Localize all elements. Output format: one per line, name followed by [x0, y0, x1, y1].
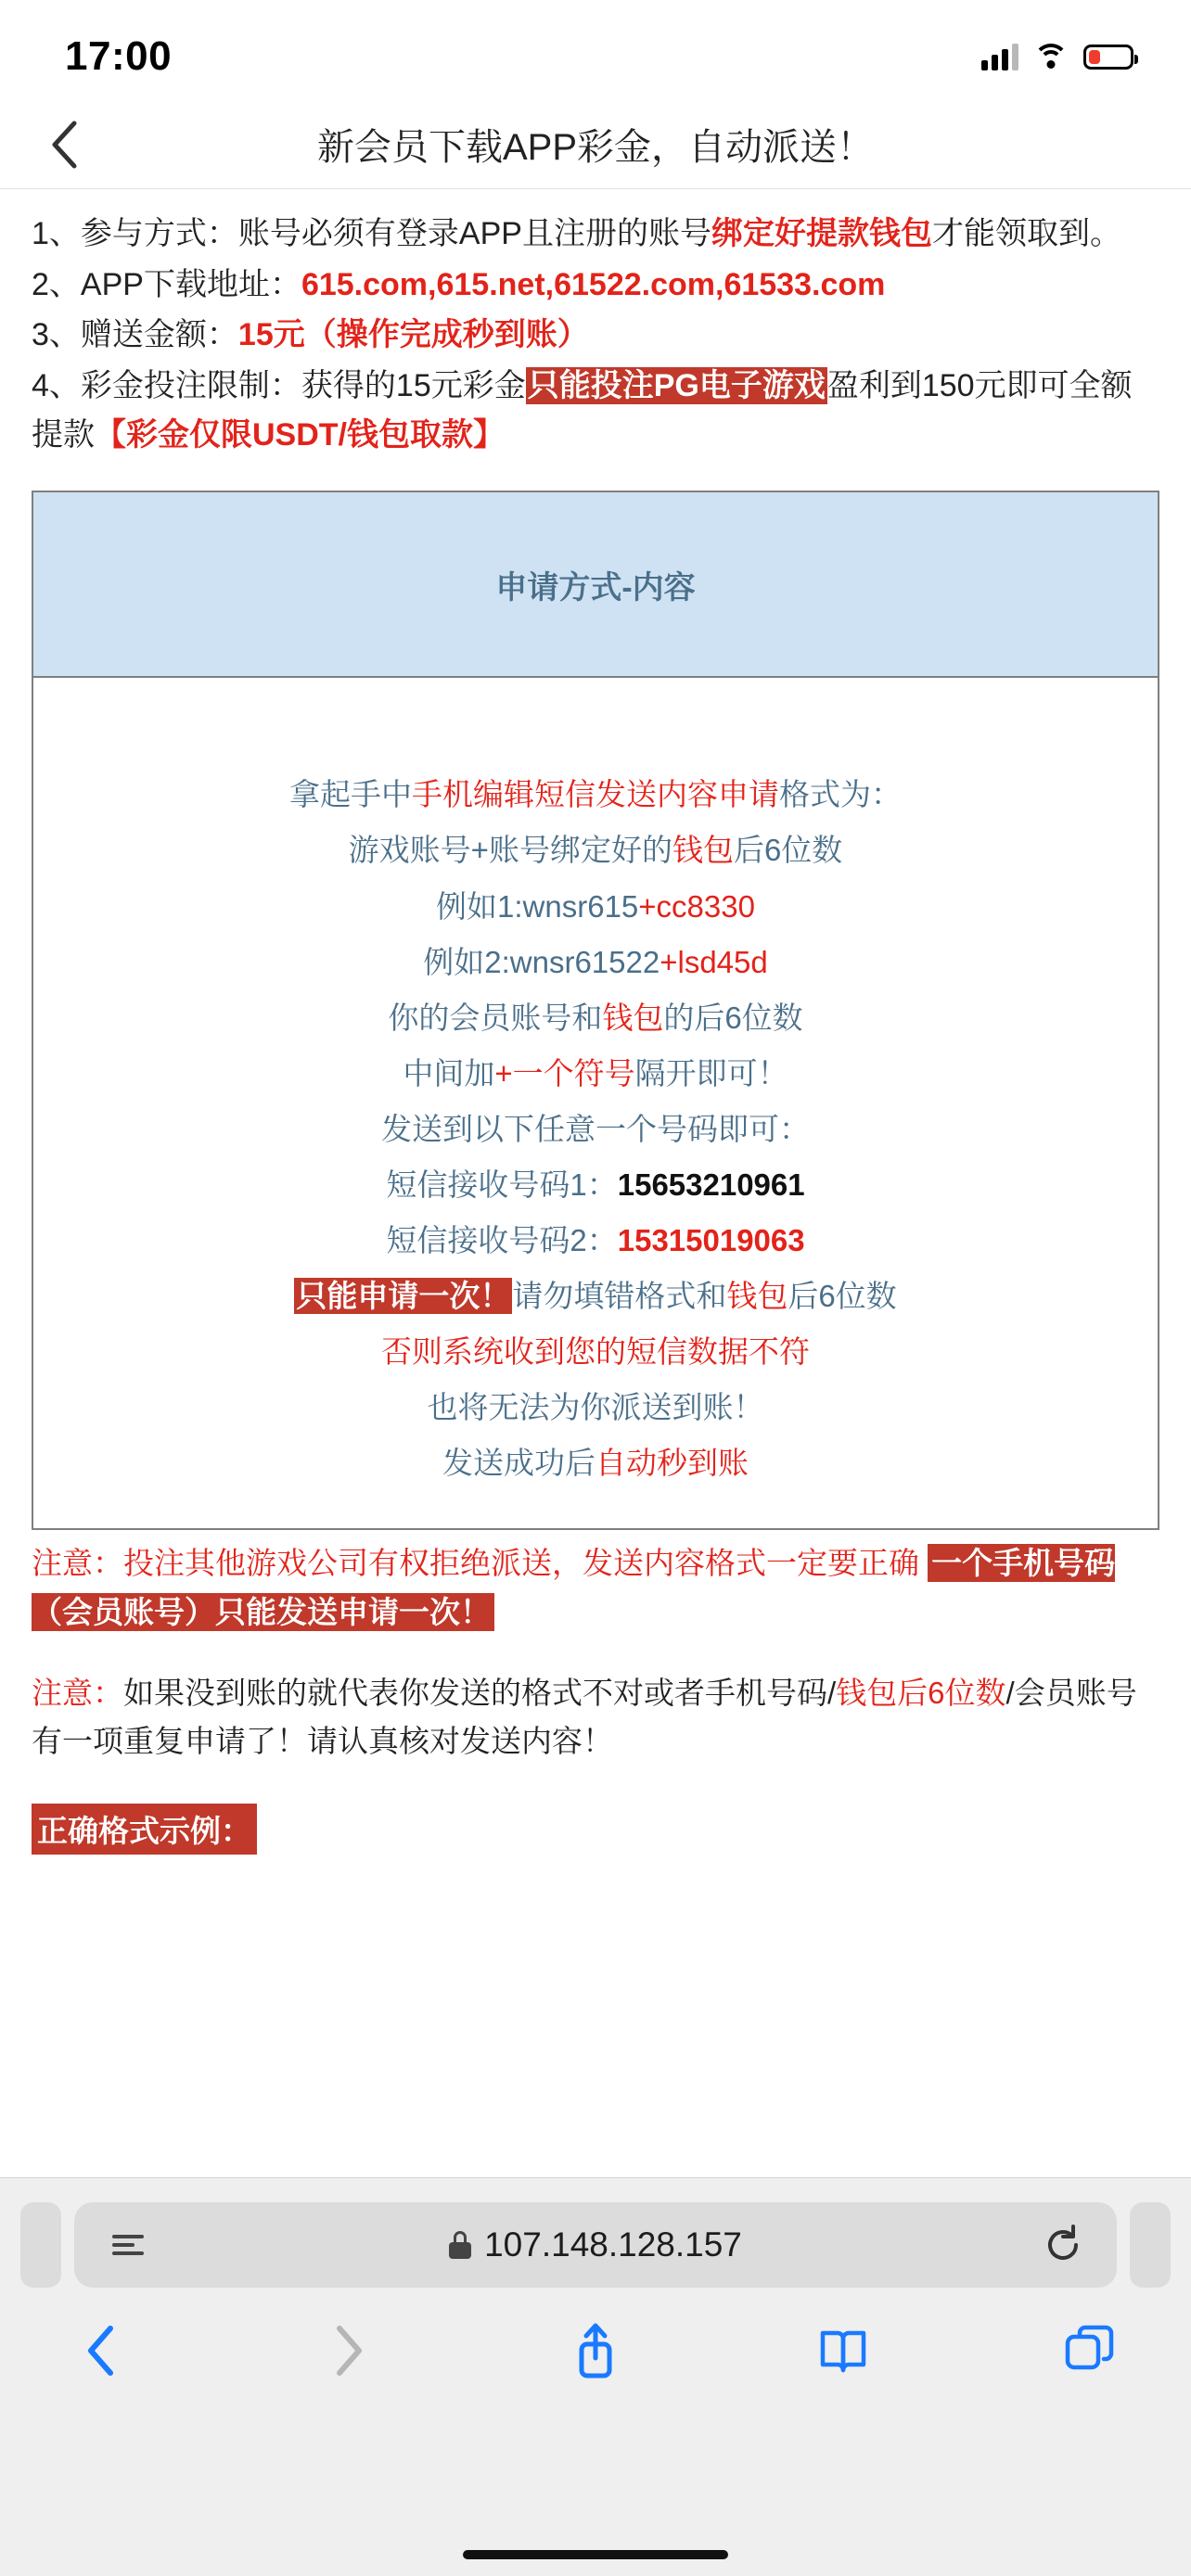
apply-line-5-highlight: 钱包 [602, 1000, 664, 1035]
cellular-signal-icon [981, 43, 1018, 70]
rule-1-text-a: 1、参与方式：账号必须有登录APP且注册的账号 [32, 216, 711, 251]
apply-line-6 [52, 1046, 1139, 1102]
apply-method-box-body [33, 678, 1158, 1528]
apply-line-4 [52, 935, 1139, 990]
browser-toolbar [0, 2288, 1191, 2388]
apply-line-13-highlight: 自动秒到账 [596, 1446, 749, 1480]
rules-list [32, 210, 1159, 459]
apply-line-6-highlight: +一个符号 [494, 1055, 635, 1090]
apply-once-warning: 只能申请一次！ [296, 1278, 511, 1313]
apply-line-2 [52, 823, 1139, 878]
status-bar [0, 0, 1191, 100]
rule-item-1 [32, 210, 1159, 259]
status-time: 17:00 [65, 33, 173, 79]
apply-line-1 [52, 767, 1139, 823]
apply-line-12: 也将无法为你派送到账！ [427, 1389, 764, 1424]
sms-number-2-value[interactable]: 15315019063 [617, 1222, 805, 1257]
note-block-2 [32, 1669, 1159, 1767]
note-2-text-b: /会员账号有一项重复申请了！请认真核对发送内容！ [32, 1675, 1137, 1759]
apply-line-10-highlight: 钱包 [726, 1278, 788, 1313]
apply-line-2-a: 游戏账号+账号绑定好的 [348, 833, 672, 868]
battery-low-icon [1083, 45, 1133, 70]
apply-line-6-a: 中间加 [403, 1055, 495, 1090]
apply-line-13 [52, 1435, 1139, 1491]
apply-line-5-b: 的后6位数 [663, 1000, 803, 1035]
rule-2-download-links[interactable]: 615.com,615.net,61522.com,61533.com [301, 266, 886, 302]
sms-number-1-value[interactable]: 15653210961 [617, 1167, 805, 1202]
bookmarks-icon[interactable] [792, 2314, 894, 2388]
rule-4-text-a: 4、彩金投注限制：获得的15元彩金 [32, 368, 526, 404]
home-indicator [463, 2550, 728, 2559]
tab-peek-left[interactable] [20, 2202, 61, 2288]
rule-1-highlight: 绑定好提款钱包 [711, 216, 932, 251]
tabs-icon[interactable] [1039, 2314, 1141, 2388]
rule-2-text-a: 2、APP下载地址： [32, 266, 301, 302]
rule-3-text-a: 3、赠送金额： [32, 317, 238, 353]
example-format-title: 正确格式示例： [32, 1804, 257, 1855]
note-block-1 [32, 1539, 1159, 1638]
apply-line-4-a: 例如2:wnsr61522 [423, 944, 660, 979]
apply-line-1-b: 格式为： [779, 777, 902, 812]
rule-4-text-c: 【彩金仅限USDT/钱包取款】 [95, 416, 505, 453]
apply-line-3 [52, 879, 1139, 935]
wifi-icon [1033, 44, 1069, 70]
back-chevron-icon[interactable] [37, 117, 93, 172]
browser-chrome [0, 2177, 1191, 2576]
apply-line-10 [52, 1269, 1139, 1324]
apply-method-box-header [33, 492, 1158, 678]
apply-line-2-highlight: 钱包 [672, 833, 734, 868]
page-title: 新会员下载APP彩金，自动派送！ [316, 127, 875, 168]
rule-4-highlight: 只能投注PG电子游戏 [527, 368, 826, 404]
apply-line-3-a: 例如1:wnsr615 [436, 888, 639, 924]
reload-icon[interactable] [1037, 2225, 1089, 2265]
note-2-label: 注意： [32, 1675, 123, 1710]
apply-line-2-b: 后6位数 [733, 833, 843, 868]
apply-method-box [32, 491, 1159, 1530]
rule-3-amount: 15元（操作完成秒到账） [237, 317, 589, 353]
apply-line-1-highlight: 手机编辑短信发送内容申请 [412, 777, 779, 812]
lock-icon [449, 2231, 471, 2259]
apply-line-7: 发送到以下任意一个号码即可： [381, 1111, 810, 1146]
note-1-highlight: 一个手机号码（会员账号）只能发送申请一次！ [32, 1546, 1116, 1629]
rule-4-text-b: 盈利到150元即可全额提款 [32, 368, 1133, 453]
apply-line-5-a: 你的会员账号和 [388, 1000, 603, 1035]
apply-line-sms-number-1 [52, 1157, 1139, 1213]
rule-item-3 [32, 311, 1159, 360]
apply-method-box-title: 申请方式-内容 [495, 569, 696, 606]
apply-line-10-a: 请勿填错格式和 [512, 1278, 727, 1313]
apply-line-1-a: 拿起手中 [289, 777, 412, 812]
tab-peek-right[interactable] [1130, 2202, 1171, 2288]
apply-line-4-highlight: +lsd45d [660, 944, 768, 979]
sms-number-1-label: 短信接收号码1： [386, 1167, 618, 1202]
page-settings-aa-icon[interactable] [102, 2229, 154, 2261]
apply-line-3-highlight: +cc8330 [638, 888, 755, 924]
browser-address-row [0, 2178, 1191, 2288]
status-indicators [981, 30, 1133, 70]
page-header [0, 100, 1191, 189]
address-bar[interactable] [74, 2202, 1117, 2288]
rule-item-2 [32, 261, 1159, 310]
rule-item-4 [32, 362, 1159, 459]
apply-line-6-b: 隔开即可！ [634, 1055, 788, 1090]
apply-line-5 [52, 990, 1139, 1046]
url-text: 107.148.128.157 [484, 2225, 742, 2264]
browser-forward-icon [298, 2314, 400, 2388]
note-1-text: 注意：投注其他游戏公司有权拒绝派送，发送内容格式一定要正确 [32, 1546, 919, 1581]
browser-back-icon[interactable] [50, 2314, 152, 2388]
sms-number-2-label: 短信接收号码2： [386, 1222, 618, 1257]
rule-1-text-b: 才能领取到。 [931, 216, 1121, 251]
note-2-highlight: 钱包后6位数 [836, 1675, 1006, 1710]
note-2-text-a: 如果没到账的就代表你发送的格式不对或者手机号码/ [123, 1675, 837, 1710]
share-icon[interactable] [544, 2314, 647, 2388]
apply-line-10-c: 后6位数 [788, 1278, 897, 1313]
apply-line-sms-number-2 [52, 1213, 1139, 1269]
url-display[interactable] [154, 2225, 1037, 2264]
apply-line-11: 否则系统收到您的短信数据不符 [381, 1333, 810, 1369]
apply-line-13-a: 发送成功后 [442, 1446, 596, 1480]
